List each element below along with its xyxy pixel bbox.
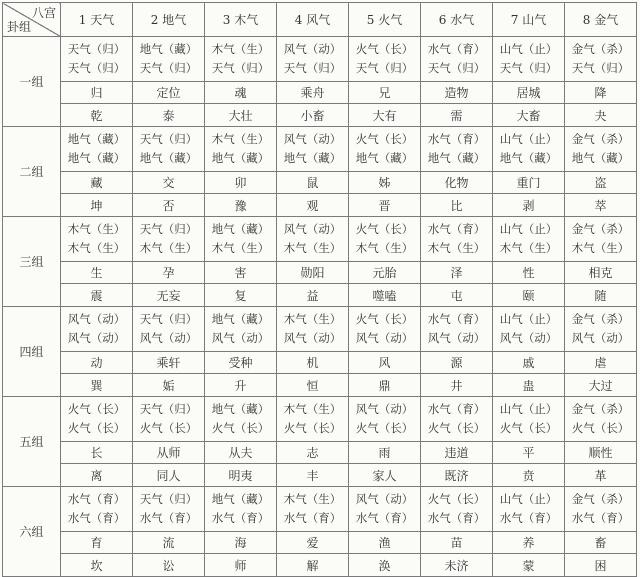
qi-line: 金气（杀） [571, 222, 630, 236]
qi-cell [493, 217, 565, 262]
group-row-w2 [3, 104, 637, 127]
group-row-w1 [3, 172, 637, 194]
keyword-cell: 魂 [205, 82, 277, 104]
qi-cell [61, 127, 133, 172]
keyword-cell: 泽 [421, 262, 493, 284]
qi-cell [205, 127, 277, 172]
hexagram-name-cell: 随 [565, 284, 637, 307]
keyword-cell: 归 [61, 82, 133, 104]
qi-line: 火气（长） [355, 222, 414, 236]
header-palace-2: 2 地气 [133, 3, 205, 37]
hexagram-name-cell: 讼 [133, 554, 205, 577]
hexagram-name-cell: 离 [61, 464, 133, 487]
keyword-cell: 虐 [565, 352, 637, 374]
qi-line: 木气（生） [283, 241, 342, 255]
qi-line: 木气（生） [283, 312, 342, 326]
qi-line: 木气（生） [211, 132, 270, 146]
keyword-cell: 戚 [493, 352, 565, 374]
hexagram-name-cell: 复 [205, 284, 277, 307]
qi-line: 水气（育） [499, 511, 558, 525]
qi-cell [493, 127, 565, 172]
keyword-cell: 姊 [349, 172, 421, 194]
qi-line: 水气（育） [427, 402, 486, 416]
keyword-cell: 平 [493, 442, 565, 464]
group-label: 四组 [3, 307, 61, 397]
hexagram-name-cell: 大过 [565, 374, 637, 397]
keyword-cell: 卯 [205, 172, 277, 194]
qi-line: 金气（杀） [571, 402, 630, 416]
qi-cell [205, 397, 277, 442]
keyword-cell: 违道 [421, 442, 493, 464]
hexagram-name-cell: 无妄 [133, 284, 205, 307]
hexagram-name-cell: 同人 [133, 464, 205, 487]
qi-line: 天气（归） [67, 42, 126, 56]
keyword-cell: 相克 [565, 262, 637, 284]
group-row-qi [3, 217, 637, 262]
qi-line: 火气（长） [67, 402, 126, 416]
qi-cell [565, 397, 637, 442]
qi-line: 山气（止） [499, 312, 558, 326]
qi-cell [493, 37, 565, 82]
keyword-cell: 畜 [565, 532, 637, 554]
group-row-qi [3, 127, 637, 172]
qi-line: 水气（育） [139, 511, 198, 525]
qi-cell [493, 487, 565, 532]
hexagram-name-cell: 观 [277, 194, 349, 217]
group-row-w2 [3, 284, 637, 307]
qi-cell [277, 397, 349, 442]
group-label: 一组 [3, 37, 61, 127]
qi-line: 风气（动） [499, 331, 558, 345]
header-palace-3: 3 木气 [205, 3, 277, 37]
qi-line: 山气（止） [499, 222, 558, 236]
keyword-cell: 性 [493, 262, 565, 284]
keyword-cell: 生 [61, 262, 133, 284]
hexagram-name-cell: 需 [421, 104, 493, 127]
keyword-cell: 鼠 [277, 172, 349, 194]
qi-line: 火气（长） [427, 421, 486, 435]
qi-line: 火气（长） [355, 312, 414, 326]
hexagram-name-cell: 解 [277, 554, 349, 577]
hexagram-name-cell: 蒙 [493, 554, 565, 577]
keyword-cell: 受种 [205, 352, 277, 374]
hexagram-name-cell: 革 [565, 464, 637, 487]
hexagram-name-cell: 坎 [61, 554, 133, 577]
hexagram-name-cell: 既济 [421, 464, 493, 487]
hexagram-name-cell: 恒 [277, 374, 349, 397]
qi-cell [349, 217, 421, 262]
qi-line: 金气（杀） [571, 132, 630, 146]
qi-line: 火气（长） [67, 421, 126, 435]
qi-line: 地气（藏） [355, 151, 414, 165]
qi-line: 木气（生） [499, 241, 558, 255]
group-row-w1 [3, 82, 637, 104]
table-body [3, 3, 637, 577]
header-row [3, 3, 637, 37]
qi-line: 风气（动） [67, 312, 126, 326]
group-row-w2 [3, 554, 637, 577]
qi-cell [277, 487, 349, 532]
header-palace-6: 6 水气 [421, 3, 493, 37]
keyword-cell: 从师 [133, 442, 205, 464]
group-row-w1 [3, 532, 637, 554]
keyword-cell: 渔 [349, 532, 421, 554]
keyword-cell: 从夫 [205, 442, 277, 464]
keyword-cell: 流 [133, 532, 205, 554]
qi-cell [277, 217, 349, 262]
qi-line: 木气（生） [211, 241, 270, 255]
qi-line: 天气（归） [355, 61, 414, 75]
corner-cell [3, 3, 61, 37]
qi-line: 地气（藏） [211, 492, 270, 506]
group-row-qi [3, 397, 637, 442]
group-row-w1 [3, 262, 637, 284]
qi-line: 火气（长） [571, 421, 630, 435]
qi-line: 天气（归） [139, 222, 198, 236]
keyword-cell: 源 [421, 352, 493, 374]
keyword-cell: 雨 [349, 442, 421, 464]
keyword-cell: 育 [61, 532, 133, 554]
qi-cell [493, 307, 565, 352]
qi-line: 水气（育） [67, 492, 126, 506]
qi-cell [277, 37, 349, 82]
qi-line: 山气（止） [499, 42, 558, 56]
qi-line: 天气（归） [139, 312, 198, 326]
qi-cell [61, 307, 133, 352]
qi-line: 天气（归） [139, 61, 198, 75]
qi-line: 风气（动） [355, 331, 414, 345]
header-palace-5: 5 火气 [349, 3, 421, 37]
qi-line: 风气（动） [283, 331, 342, 345]
qi-cell [277, 127, 349, 172]
qi-line: 水气（育） [355, 511, 414, 525]
keyword-cell: 机 [277, 352, 349, 374]
qi-line: 山气（止） [499, 492, 558, 506]
keyword-cell: 交 [133, 172, 205, 194]
qi-cell [565, 37, 637, 82]
group-row-w2 [3, 374, 637, 397]
group-label: 六组 [3, 487, 61, 577]
qi-cell [61, 217, 133, 262]
hexagram-name-cell: 蛊 [493, 374, 565, 397]
qi-line: 水气（育） [427, 42, 486, 56]
hexagram-name-cell: 涣 [349, 554, 421, 577]
qi-cell [133, 397, 205, 442]
qi-line: 火气（长） [355, 132, 414, 146]
qi-line: 地气（藏） [67, 151, 126, 165]
qi-line: 金气（杀） [571, 492, 630, 506]
qi-line: 地气（藏） [139, 151, 198, 165]
qi-line: 风气（动） [139, 331, 198, 345]
qi-line: 地气（藏） [211, 222, 270, 236]
qi-line: 水气（育） [427, 222, 486, 236]
qi-line: 地气（藏） [283, 151, 342, 165]
qi-cell [421, 37, 493, 82]
hexagram-name-cell: 益 [277, 284, 349, 307]
qi-line: 木气（生） [283, 492, 342, 506]
hexagram-name-cell: 夬 [565, 104, 637, 127]
qi-cell [205, 487, 277, 532]
qi-line: 风气（动） [427, 331, 486, 345]
qi-line: 火气（长） [211, 421, 270, 435]
qi-cell [349, 487, 421, 532]
hexagram-name-cell: 屯 [421, 284, 493, 307]
qi-cell [133, 127, 205, 172]
hexagram-name-cell: 大畜 [493, 104, 565, 127]
hexagram-name-cell: 未济 [421, 554, 493, 577]
keyword-cell: 兄 [349, 82, 421, 104]
qi-line: 木气（生） [139, 241, 198, 255]
keyword-cell: 海 [205, 532, 277, 554]
hexagram-name-cell: 大有 [349, 104, 421, 127]
hexagram-name-cell: 震 [61, 284, 133, 307]
qi-cell [205, 307, 277, 352]
qi-line: 风气（动） [571, 331, 630, 345]
qi-line: 风气（动） [211, 331, 270, 345]
hexagram-name-cell: 师 [205, 554, 277, 577]
qi-line: 天气（归） [571, 61, 630, 75]
hexagram-name-cell: 明夷 [205, 464, 277, 487]
qi-line: 木气（生） [571, 241, 630, 255]
corner-bottom-label: 卦组 [7, 20, 32, 34]
qi-line: 地气（藏） [427, 151, 486, 165]
keyword-cell: 爱 [277, 532, 349, 554]
header-palace-4: 4 风气 [277, 3, 349, 37]
group-row-qi [3, 37, 637, 82]
group-row-w2 [3, 464, 637, 487]
qi-cell [349, 127, 421, 172]
qi-line: 火气（长） [283, 421, 342, 435]
qi-cell [421, 397, 493, 442]
hexagram-name-cell: 困 [565, 554, 637, 577]
keyword-cell: 苗 [421, 532, 493, 554]
keyword-cell: 降 [565, 82, 637, 104]
qi-line: 地气（藏） [211, 151, 270, 165]
qi-line: 木气（生） [67, 241, 126, 255]
keyword-cell: 动 [61, 352, 133, 374]
keyword-cell: 重门 [493, 172, 565, 194]
qi-cell [205, 37, 277, 82]
qi-line: 火气（长） [355, 42, 414, 56]
qi-line: 木气（生） [67, 222, 126, 236]
keyword-cell: 化物 [421, 172, 493, 194]
group-row-qi [3, 487, 637, 532]
qi-cell [565, 307, 637, 352]
keyword-cell: 居城 [493, 82, 565, 104]
qi-line: 风气（动） [355, 492, 414, 506]
keyword-cell: 勋阳 [277, 262, 349, 284]
hexagram-table-container [2, 2, 637, 577]
qi-cell [133, 487, 205, 532]
keyword-cell: 藏 [61, 172, 133, 194]
keyword-cell: 长 [61, 442, 133, 464]
hexagram-name-cell: 萃 [565, 194, 637, 217]
qi-cell [421, 487, 493, 532]
hexagram-name-cell: 否 [133, 194, 205, 217]
qi-line: 天气（归） [283, 61, 342, 75]
qi-line: 山气（止） [499, 132, 558, 146]
keyword-cell: 造物 [421, 82, 493, 104]
hexagram-name-cell: 晋 [349, 194, 421, 217]
qi-line: 火气（长） [355, 421, 414, 435]
qi-line: 木气（生） [211, 42, 270, 56]
qi-line: 水气（育） [427, 312, 486, 326]
header-palace-8: 8 金气 [565, 3, 637, 37]
group-row-qi [3, 307, 637, 352]
qi-line: 水气（育） [571, 511, 630, 525]
group-label: 三组 [3, 217, 61, 307]
qi-line: 天气（归） [139, 492, 198, 506]
group-row-w1 [3, 442, 637, 464]
qi-line: 地气（藏） [67, 132, 126, 146]
qi-line: 地气（藏） [211, 402, 270, 416]
qi-line: 水气（育） [427, 132, 486, 146]
hexagram-name-cell: 鼎 [349, 374, 421, 397]
qi-cell [421, 307, 493, 352]
hexagram-name-cell: 小畜 [277, 104, 349, 127]
qi-line: 金气（杀） [571, 312, 630, 326]
hexagram-name-cell: 家人 [349, 464, 421, 487]
qi-cell [421, 127, 493, 172]
qi-line: 风气（动） [283, 132, 342, 146]
qi-line: 风气（动） [283, 222, 342, 236]
hexagram-name-cell: 大壮 [205, 104, 277, 127]
qi-cell [565, 127, 637, 172]
corner-top-label: 八宫 [31, 6, 56, 20]
keyword-cell: 元胎 [349, 262, 421, 284]
qi-cell [349, 307, 421, 352]
keyword-cell: 志 [277, 442, 349, 464]
qi-line: 天气（归） [139, 132, 198, 146]
keyword-cell: 顺性 [565, 442, 637, 464]
qi-cell [61, 487, 133, 532]
hexagram-name-cell: 井 [421, 374, 493, 397]
hexagram-name-cell: 丰 [277, 464, 349, 487]
qi-cell [277, 307, 349, 352]
eight-palace-table [2, 2, 637, 577]
qi-line: 山气（止） [499, 402, 558, 416]
header-palace-1: 1 天气 [61, 3, 133, 37]
hexagram-name-cell: 升 [205, 374, 277, 397]
qi-line: 金气（杀） [571, 42, 630, 56]
qi-line: 水气（育） [427, 511, 486, 525]
qi-cell [133, 37, 205, 82]
qi-line: 木气（生） [355, 241, 414, 255]
qi-cell [565, 487, 637, 532]
qi-cell [133, 307, 205, 352]
qi-line: 风气（动） [283, 42, 342, 56]
qi-line: 水气（育） [211, 511, 270, 525]
qi-cell [421, 217, 493, 262]
keyword-cell: 养 [493, 532, 565, 554]
hexagram-name-cell: 坤 [61, 194, 133, 217]
group-label: 五组 [3, 397, 61, 487]
qi-line: 风气（动） [67, 331, 126, 345]
keyword-cell: 定位 [133, 82, 205, 104]
qi-line: 地气（藏） [571, 151, 630, 165]
qi-line: 地气（藏） [499, 151, 558, 165]
qi-line: 火气（长） [427, 492, 486, 506]
group-row-w1 [3, 352, 637, 374]
qi-line: 水气（育） [283, 511, 342, 525]
qi-line: 火气（长） [139, 421, 198, 435]
qi-line: 水气（育） [67, 511, 126, 525]
hexagram-name-cell: 比 [421, 194, 493, 217]
hexagram-name-cell: 豫 [205, 194, 277, 217]
qi-line: 天气（归） [67, 61, 126, 75]
qi-line: 地气（藏） [139, 42, 198, 56]
hexagram-name-cell: 剥 [493, 194, 565, 217]
qi-line: 天气（归） [427, 61, 486, 75]
qi-cell [349, 397, 421, 442]
qi-line: 地气（藏） [211, 312, 270, 326]
qi-cell [133, 217, 205, 262]
hexagram-name-cell: 姤 [133, 374, 205, 397]
qi-cell [565, 217, 637, 262]
qi-cell [61, 37, 133, 82]
qi-line: 风气（动） [355, 402, 414, 416]
group-label: 二组 [3, 127, 61, 217]
keyword-cell: 乘轩 [133, 352, 205, 374]
hexagram-name-cell: 颐 [493, 284, 565, 307]
hexagram-name-cell: 噬嗑 [349, 284, 421, 307]
keyword-cell: 盗 [565, 172, 637, 194]
qi-cell [61, 397, 133, 442]
keyword-cell: 害 [205, 262, 277, 284]
qi-line: 木气（生） [283, 402, 342, 416]
header-palace-7: 7 山气 [493, 3, 565, 37]
hexagram-name-cell: 泰 [133, 104, 205, 127]
hexagram-name-cell: 巽 [61, 374, 133, 397]
keyword-cell: 风 [349, 352, 421, 374]
hexagram-name-cell: 贲 [493, 464, 565, 487]
keyword-cell: 孕 [133, 262, 205, 284]
hexagram-name-cell: 乾 [61, 104, 133, 127]
group-row-w2 [3, 194, 637, 217]
qi-cell [205, 217, 277, 262]
qi-line: 天气（归） [139, 402, 198, 416]
qi-line: 木气（生） [427, 241, 486, 255]
keyword-cell: 乘舟 [277, 82, 349, 104]
qi-cell [349, 37, 421, 82]
qi-cell [493, 397, 565, 442]
qi-line: 天气（归） [211, 61, 270, 75]
qi-line: 火气（长） [499, 421, 558, 435]
qi-line: 天气（归） [499, 61, 558, 75]
